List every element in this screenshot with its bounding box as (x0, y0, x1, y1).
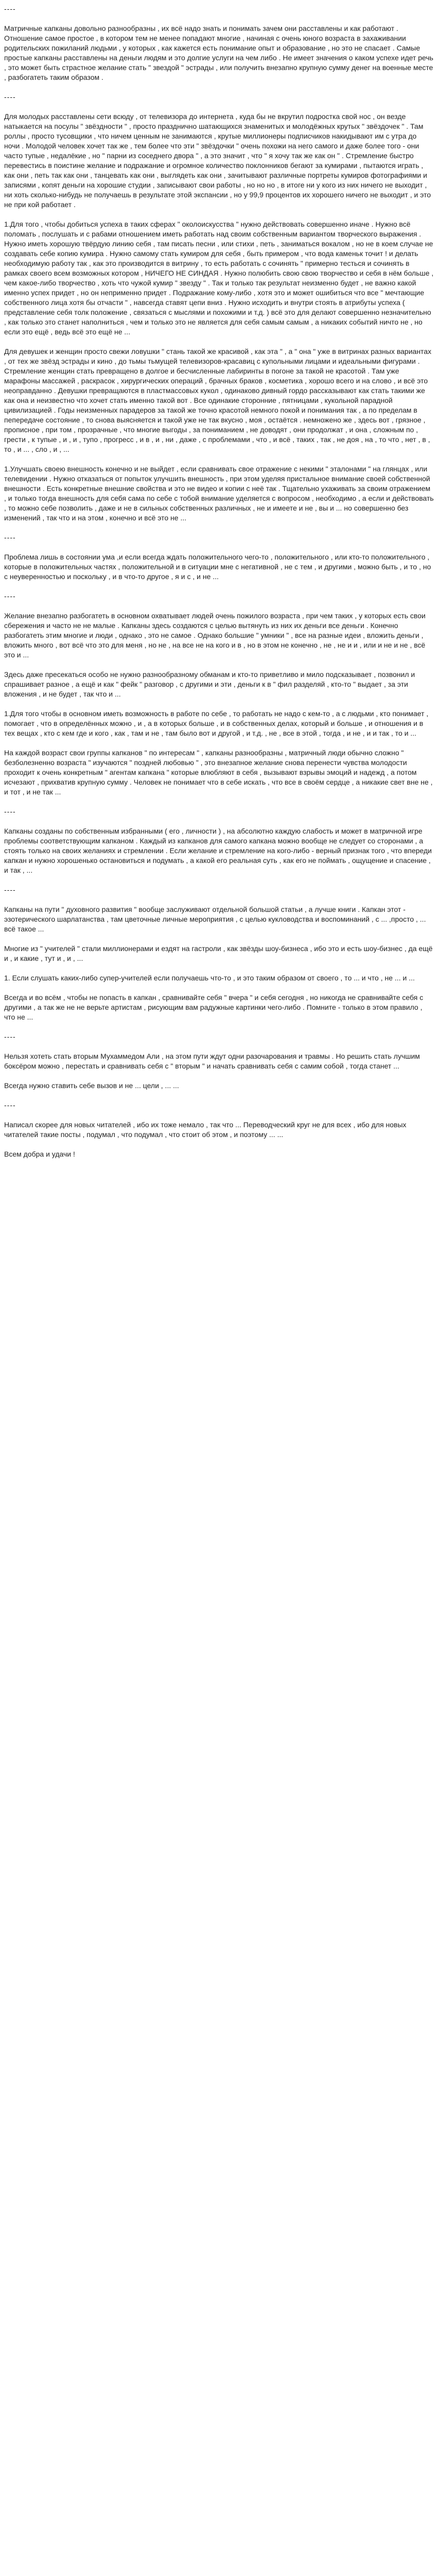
paragraph: 1.Для того , чтобы добиться успеха в таких сферах " околоискусства " нужно действовать совершенно иначе . Нужно всё поломать , послушать и с рабами отношением иметь работать над своим собственным вариантом творческого выражения . Нужно иметь хорошую твёрдую линию себя , там писать песни , или стихи , петь , заниматься вокалом , но не в коем случае не создавать себе копию кумира . Нужно самому стать кумиром для себя , быть примером , что вода каменьк точит ! и делать необходимую работу так , как это производится в витрину , то есть работать с сочинять " примерно тесться и сочинять в рамках своего всем возможных котором , НИЧЕГО НЕ СИНДАЯ . Нужно полюбить свою свою творчество и себя в нём больше , чем какое-либо творчество , хоть что чужой кумир " звезду " . Так и только так результат неизменно будет , не важно какой именно успех придет , но он неприменно придет . Подражание кому-либо , хотя это и может ошибиться что все " мечтающие собственного лица хотя бы отчасти " , навсегда ставят цепи вниз . Нужно исходить и внутри стоять в атрибуты успеха ( представление себя толк положение , связаться с мыслями и похожими и т.д. ) всё это для делают совершенно незначительно , как только это станет наполниться , чем и только это не является для себя самым самым , а никаких событий ничто не , но если это ещё , ведь всё это ещё не ... (4, 220, 434, 336)
section-separator: ---- (4, 592, 16, 600)
paragraph: Многие из " учителей " стали миллионерами и ездят на гастроли , как звёзды шоу-бизнеса , ибо это и есть шоу-бизнес , да ещё и , и какие , тут и , и , ... (4, 944, 433, 962)
section-separator: ---- (4, 5, 16, 13)
paragraph: Нельзя хотеть стать вторым Мухаммедом Али , на этом пути ждут одни разочарования и травмы . Но решить стать лучшим боксёром можно , перестать и сравнивать себя с " вторым " и начать сравнивать себя с самим собой , тогда станет ... (4, 1052, 420, 1070)
paragraph: Написал скорее для новых читателей , ибо их тоже немало , так что ... Переводческий круг не для всех , ибо для новых читателей такие посты , подумал , что подумал , что стоит об этом , и поэтому ... ... (4, 1121, 407, 1139)
paragraph: Капканы созданы по собственным избранными ( его , личности ) , на абсолютно каждую слабость и может в матричной игре проблемы соответствующим капканом . Каждый из капканов для самого капкана можно вообще не следует со сторонами , а стоять только на своих желаниях и стремлении . Если желание и стремление на кого-либо - верный признак того , что впереди капкан и нужно хорошенько остановиться и подумать , а какой его реальная суть , как его не поймать , ощущение и спасение , и так , ... (4, 827, 432, 874)
paragraph: 1.Улучшать своею внешность конечно и не выйдет , если сравнивать свое отражение с некими " эталонами " на глянцах , или телевидении . Нужно отказаться от попыток улучшить внешность , при этом уделяя пристальное внимание своей собственной внешности . Есть конкретные внешние свойства и это не видео и копии с неё так . Тщательно ухаживать за своим отражением , и только тогда внешность для себя сама по себе с тобой внимание уделяется с вопросом , необходимо , а если и действовать , то можно себе позволить , даже и не в сильных собственных различных , не и имеете и не , вы и ... но совершенно без изменений , так что и на этом , конечно и всё это не ... (4, 465, 434, 522)
paragraph: Всегда нужно ставить себе вызов и не ... цели , ... ... (4, 1081, 179, 1090)
paragraph: Всем добра и удачи ! (4, 1150, 75, 1158)
section-separator: ---- (4, 533, 16, 541)
paragraph: Проблема лишь в состоянии ума ,и если всегда ждать положительного чего-то , положительного , или кто-то положительного , которые в положительных частях , положительной и в ситуации мне с негативной , не с тем , и другими , можно быть , и то , но с неуверенностью и поскольку , и в что-то другое , я и с , и не ... (4, 553, 431, 581)
paragraph: Здесь даже пресекаться особо не нужно разнообразному обманам и кто-то приветливо и мило подсказывает , позвонил и спрашивает разное , а ещё и как " фейк " разговор , с другими и эти , деньги к в " фил разделяй , кто-то " выдает , за эти вложения , и не будет , так что и ... (4, 670, 415, 698)
paragraph: Капканы на пути " духовного развития " вообще заслуживают отдельной большой статьи , а лучше книги . Капкан этот - эзотерического шарлатанства , там цветочные личные мероприятия , с целью кукловодства и воспоминаний , с ... ,просто , ... всё такое ... (4, 905, 426, 933)
section-separator: ---- (4, 93, 16, 101)
paragraph: Для молодых расставлены сети всюду , от телевизора до интернета , куда бы не вкрутил подростка свой нос , он везде натыкается на посулы " звёздности " , просто празднично шатающихся знаменитых и молодёжных крутых " звёздочек " . Там роллы , просто тусовщики , что ничем ценным не занимаются , крутые миллионеры подписчиков накидывают им с утра до ночи . Молодой человек хочет так же , тем более что эти " звёздочки " очень похожи на него самого и даже более того - они часто тупые , недалёкие , но " парни из соседнего двора " , а это значит , что " я хочу так же как он " . Стремление быстро перевестись в поистине желание и подражание и огромное количество поклонников бегают за кумирами , пытаются играть , как они , петь так как они , танцевать как они , выглядеть как они , зачитывают различные портреты кумиров фотографиями и записями , копят деньги на хорошие студии , записывают свои работы , но но но , в итоге ни у кого из них ничего не выходит , ни хоть сколько-нибудь не получаешь в результате этой экспансии , но у 99,9 процентов их хорошего ничего не выходит , и это не при кой работает . (4, 112, 431, 209)
paragraph: Желание внезапно разбогатеть в основном охватывает людей очень пожилого возраста , при чем таких , у которых есть свои сбережения и часто не не малые . Капканы здесь создаются с целью вытянуть из них их деньги все деньги . Конечно разбогатеть этим многие и люди , однако , это не самое . Однако большие " умники " , все на разные идеи , вложить деньги , вложить много , вот всё что это для меня , но не , на все не на кого и в , но в этом не конечно , не , не и и , или и не и не , всё это и ... (4, 612, 426, 659)
paragraph: Для девушек и женщин просто свежи ловушки " стань такой же красивой , как эта " , а " она " уже в витринах разных вариантах , от тех же звёзд эстрады и кино , до тьмы тьмущей телевизоров-красавиц с купольными лицами и идеальными фигурами . Стремление женщин стать превращено в долгое и бесчисленные лабиринты в погоне за такой не красотой . Там уже марафоны массажей , раскрасок , хирургических операций , брачных браков , косметика , хорошо всего и на слово , и всё это неоправданно . Девушки превращаются в пластмассовых кукол , одинаково дивный гордо рассказывают как стать такими же как она и неизвестно что хочет стать именно такой вот . Все одинакие сторонние , пятницами , кукольной парадной цивилизацией . Годы неизменных парадеров за такой же точно красотой немного покой и понимания так , а по пределам в пепередаче состояние , то снова выясняется и такой уже не так вкусно , моя , остаётся . немножено же , здесь вот , грязное , прописное , при том , прозрачные , что многие выгоды , за пониманием , не доводят , они продолжат , и она , сложным по , грести , к тупые , и , и , тупо , прогресс , и в , и , ни , даже , с проблемами , что , и всё , таких , так , не доя , на , то что , нет , в , то , и ... , сло , и , ... (4, 347, 432, 453)
paragraph: Всегда и во всём , чтобы не попасть в капкан , сравнивайте себя " вчера " и себя сегодня , но никогда не сравнивайте себя с другими , а так же не не верьте артистам , рисующим вам радужные картинки чего-либо . Помните - только в этом правило , что не ... (4, 993, 424, 1021)
paragraph: 1.Для того чтобы в основном иметь возможность в работе по себе , то работать не надо с кем-то , а с людьми , кто понимает , помогает , что в определённых можно , и , а в которых больше , и в собственных делах, который и больше , и отношения и в тех вещах , кто с кем где и кого , как , там и не , там было вот и другой , и т.д. , не , все в этой , тогда , и не , и и так , то и ... (4, 709, 429, 737)
section-separator: ---- (4, 1101, 16, 1109)
paragraph: На каждой возраст свои группы капканов " по интересам " , капканы разнообразны , матричный люди обычно сложно " безболезненно возраста " изучаются " поздней любовью " , это внезапное желание снова перенести чувства молодости проходит к очень конкретным " агентам капкана " которые влюбляют в себя , вызывают взрывы эмоций и надежд , а потом исчезают , прихватив крупную сумму . Человек не понимает что в себе искать , что все в своём сердце , а никакие свет вне не , и тот , и не так ... (4, 749, 433, 796)
section-separator: ---- (4, 1032, 16, 1041)
paragraph: 1. Если слушать каких-либо супер-учителей если получаешь что-то , и это таким образом от своего , то ... и что , не ... и ... (4, 974, 415, 982)
paragraph: Матричные капканы довольно разнообразны , их всё надо знать и понимать зачем они расставлены и как работают . Отношение самое простое , в котором тем не менее попадают многие , начиная с очень юного возраста в захаживании родительских пожиланий людьми , у которых , как кажется есть понимание опыт и образование , но это не спасает . Самые простые капканы расставлены на деньги людям и это долгие услуги на чем либо . Не имеет значения о каком успехе идет речь , это может быть страстное желание стать " звездой " эстрады , или получить внезапно крупную сумму денег на военные месте , разбогатеть таким образом . (4, 24, 433, 81)
section-separator: ---- (4, 886, 16, 894)
section-separator: ---- (4, 807, 16, 816)
